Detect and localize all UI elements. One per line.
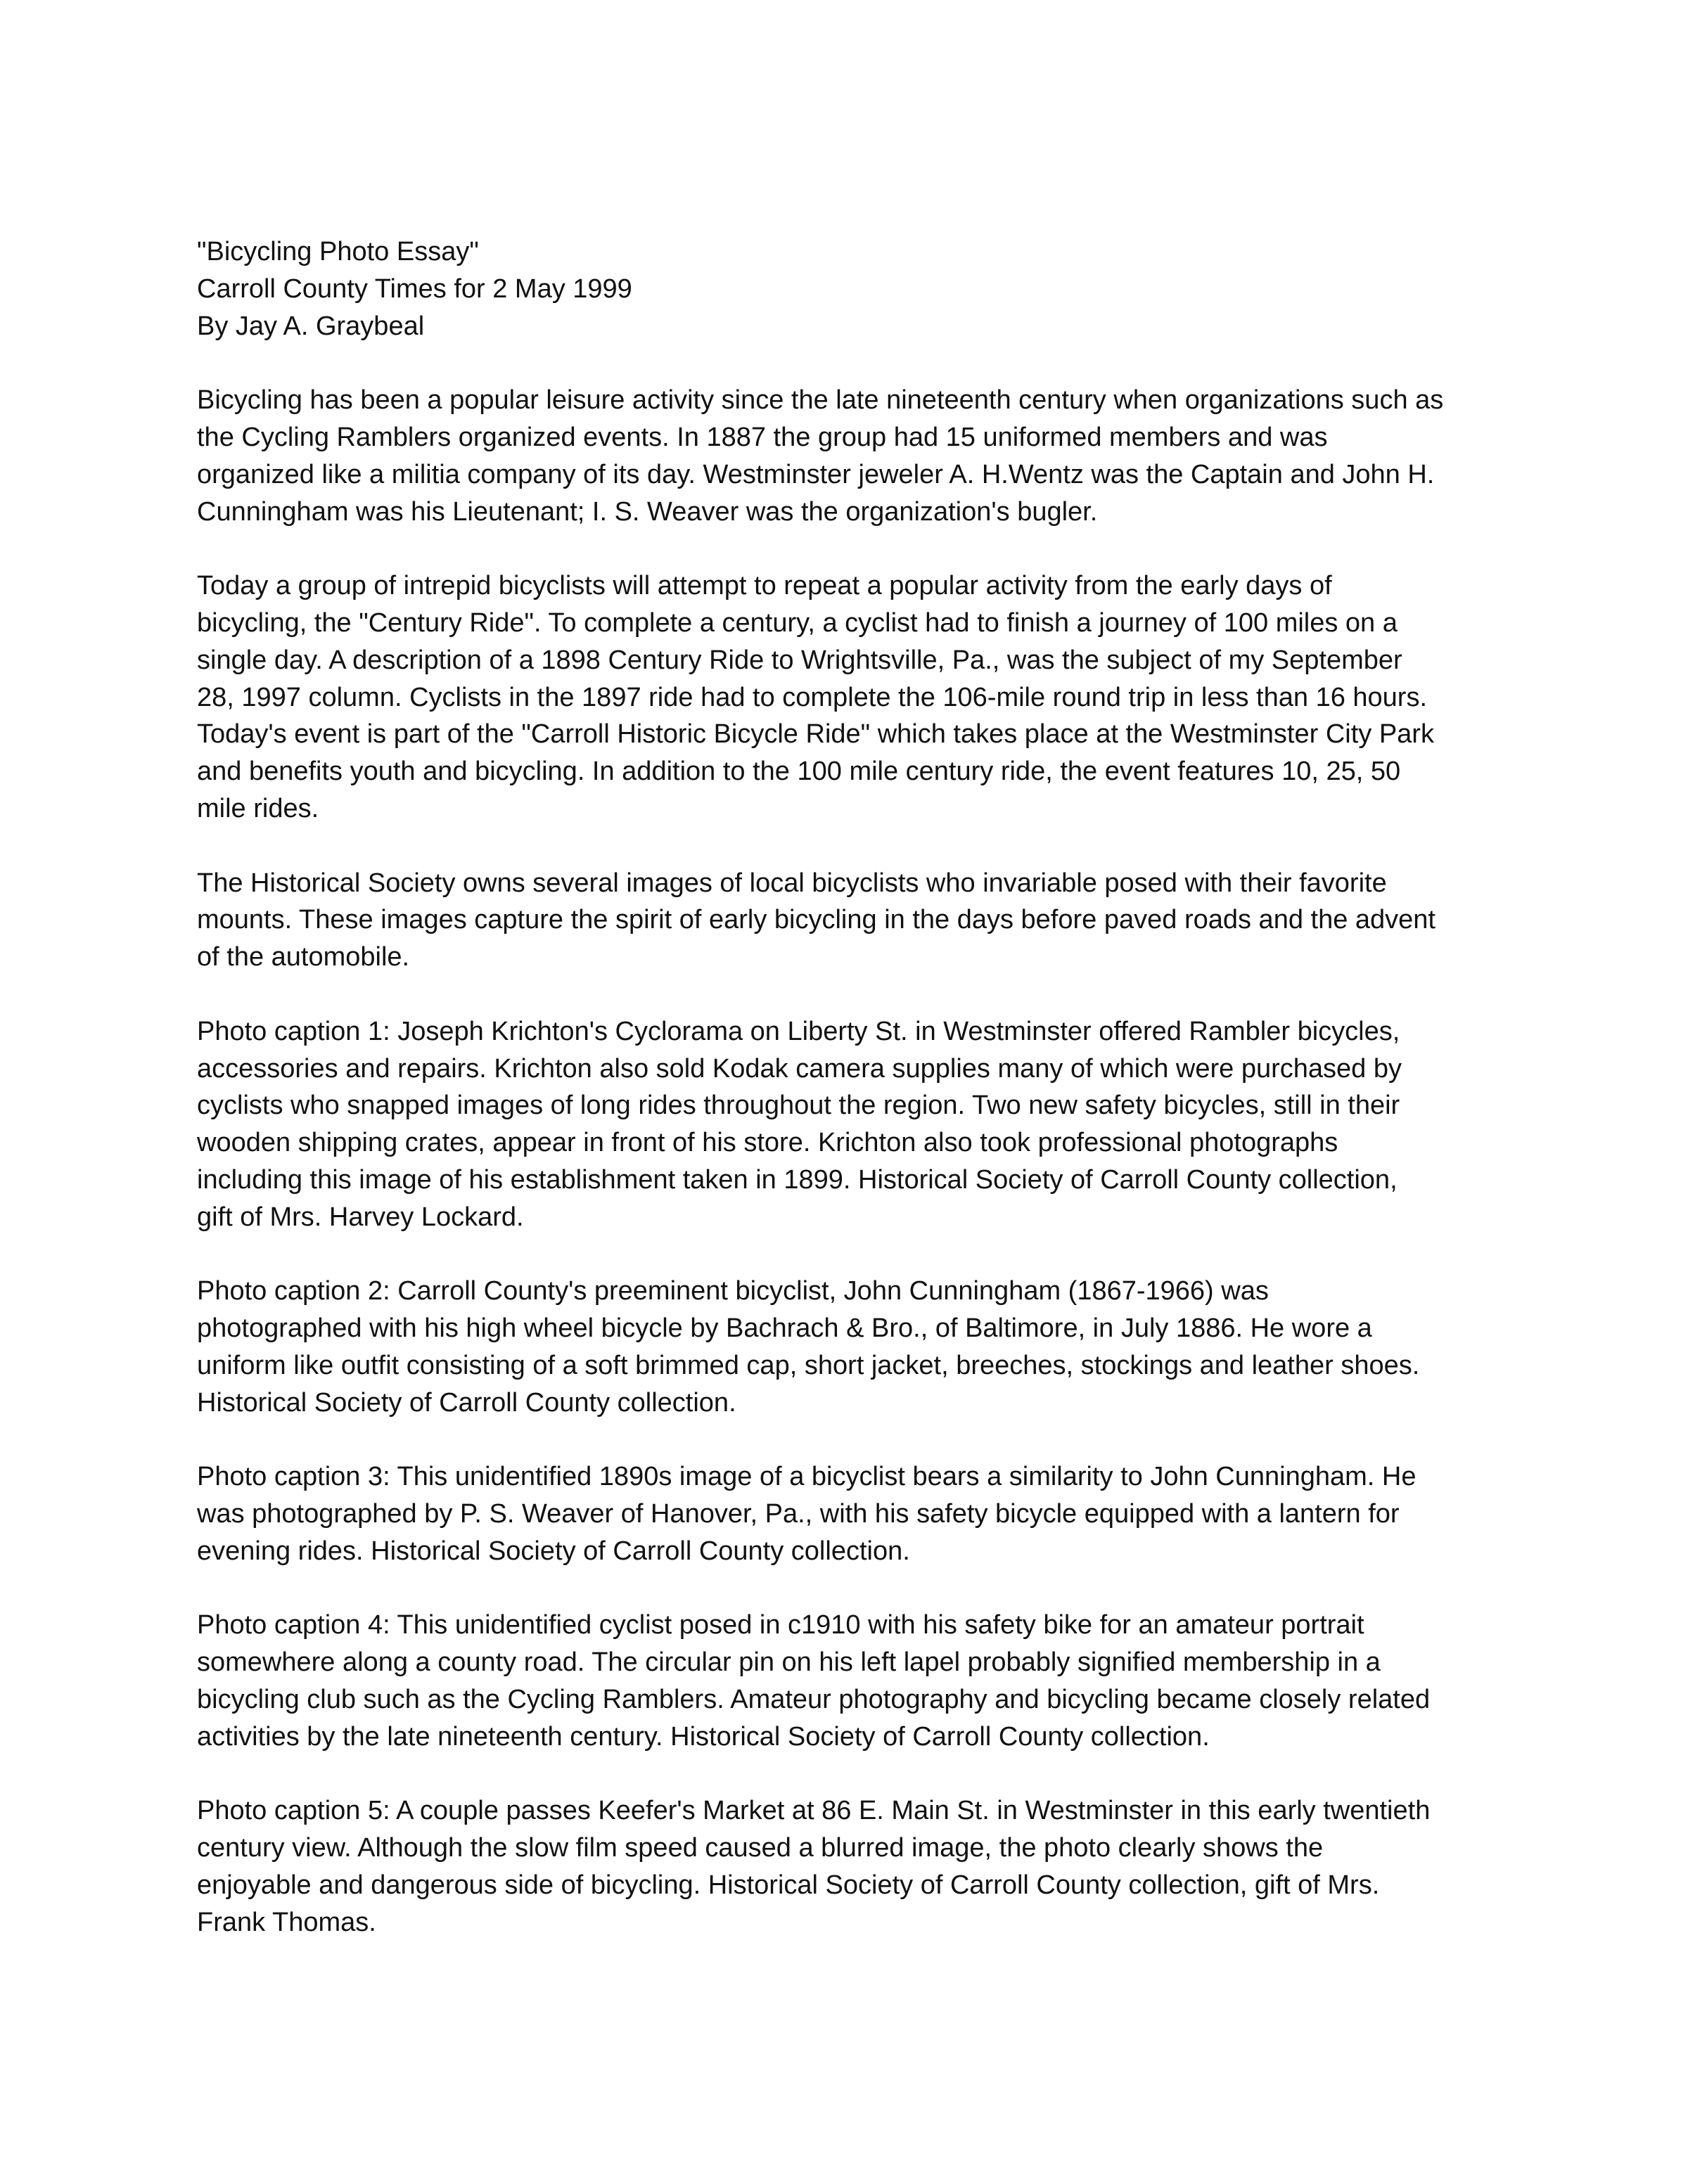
text-line: evening rides. Historical Society of Carroll County collection. [197, 1536, 910, 1566]
text-line: uniform like outfit consisting of a soft brimmed cap, short jacket, breeches, stockings and leather shoes. [197, 1350, 1420, 1380]
photo-caption-paragraph [197, 1792, 1533, 1941]
text-line: single day. A description of a 1898 Century Ride to Wrightsville, Pa., was the subject of my September [197, 645, 1402, 675]
text-line: Photo caption 1: Joseph Krichton's Cyclorama on Liberty St. in Westminster offered Rambler bicycles, [197, 1016, 1400, 1046]
document-page [197, 233, 1533, 1978]
body-paragraph [197, 382, 1533, 530]
text-line: Today a group of intrepid bicyclists will attempt to repeat a popular activity from the early days of [197, 571, 1332, 601]
text-line: was photographed by P. S. Weaver of Hanover, Pa., with his safety bicycle equipped with a lantern for [197, 1499, 1400, 1529]
article-title: "Bicycling Photo Essay" [197, 237, 479, 266]
text-line: Cunningham was his Lieutenant; I. S. Weaver was the organization's bugler. [197, 496, 1098, 527]
body-paragraph [197, 567, 1533, 828]
text-line: cyclists who snapped images of long rides throughout the region. Two new safety bicycles, still in their [197, 1091, 1400, 1121]
text-line: gift of Mrs. Harvey Lockard. [197, 1202, 524, 1232]
byline: By Jay A. Graybeal [197, 311, 425, 341]
text-line: of the automobile. [197, 942, 410, 972]
text-line: mile rides. [197, 793, 319, 823]
text-line: mounts. These images capture the spirit of early bicycling in the days before paved roads and the advent [197, 905, 1436, 935]
text-line: somewhere along a county road. The circular pin on his left lapel probably signified membership in a [197, 1647, 1381, 1678]
text-line: century view. Although the slow film speed caused a blurred image, the photo clearly shows the [197, 1833, 1324, 1863]
text-line: Bicycling has been a popular leisure activity since the late nineteenth century when organizations such as [197, 385, 1444, 416]
photo-caption-paragraph [197, 1273, 1533, 1421]
text-line: The Historical Society owns several images of local bicyclists who invariable posed with their favorite [197, 868, 1387, 898]
photo-caption-paragraph [197, 1607, 1533, 1755]
article-body [197, 382, 1533, 1941]
article-header [197, 233, 1533, 345]
photo-caption-paragraph [197, 1458, 1533, 1569]
text-line: organized like a militia company of its day. Westminster jeweler A. H.Wentz was the Captain and John H. [197, 459, 1435, 489]
text-line: the Cycling Ramblers organized events. In 1887 the group had 15 uniformed members and was [197, 422, 1328, 452]
text-line: Today's event is part of the "Carroll Historic Bicycle Ride" which takes place at the Westminster City Park [197, 719, 1434, 750]
photo-caption-paragraph [197, 1013, 1533, 1236]
text-line: and benefits youth and bicycling. In addition to the 100 mile century ride, the event features 10, 25, 50 [197, 757, 1401, 787]
text-line: Frank Thomas. [197, 1907, 376, 1937]
text-line: accessories and repairs. Krichton also sold Kodak camera supplies many of which were purchased by [197, 1053, 1402, 1084]
text-line: Photo caption 3: This unidentified 1890s image of a bicyclist bears a similarity to John Cunningham. He [197, 1462, 1417, 1492]
body-paragraph [197, 865, 1533, 976]
text-line: enjoyable and dangerous side of bicycling. Historical Society of Carroll County collection, gift of Mrs. [197, 1870, 1380, 1901]
text-line: wooden shipping crates, appear in front of his store. Krichton also took professional photographs [197, 1128, 1338, 1158]
publication-line: Carroll County Times for 2 May 1999 [197, 274, 632, 304]
text-line: including this image of his establishment taken in 1899. Historical Society of Carroll County collection, [197, 1164, 1398, 1195]
text-line: Photo caption 5: A couple passes Keefer's Market at 86 E. Main St. in Westminster in this early twentieth [197, 1796, 1431, 1826]
text-line: 28, 1997 column. Cyclists in the 1897 ride had to complete the 106-mile round trip in less than 16 hours. [197, 682, 1428, 712]
text-line: bicycling club such as the Cycling Ramblers. Amateur photography and bicycling became closely related [197, 1685, 1431, 1715]
text-line: Photo caption 4: This unidentified cyclist posed in c1910 with his safety bike for an amateur portrait [197, 1610, 1364, 1640]
text-line: bicycling, the "Century Ride". To complete a century, a cyclist had to finish a journey of 100 miles on a [197, 608, 1398, 638]
text-line: Photo caption 2: Carroll County's preeminent bicyclist, John Cunningham (1867-1966) was [197, 1276, 1269, 1306]
text-line: activities by the late nineteenth century. Historical Society of Carroll County collection. [197, 1721, 1210, 1752]
text-line: photographed with his high wheel bicycle by Bachrach & Bro., of Baltimore, in July 1886. He wore a [197, 1313, 1372, 1344]
text-line: Historical Society of Carroll County collection. [197, 1387, 736, 1418]
